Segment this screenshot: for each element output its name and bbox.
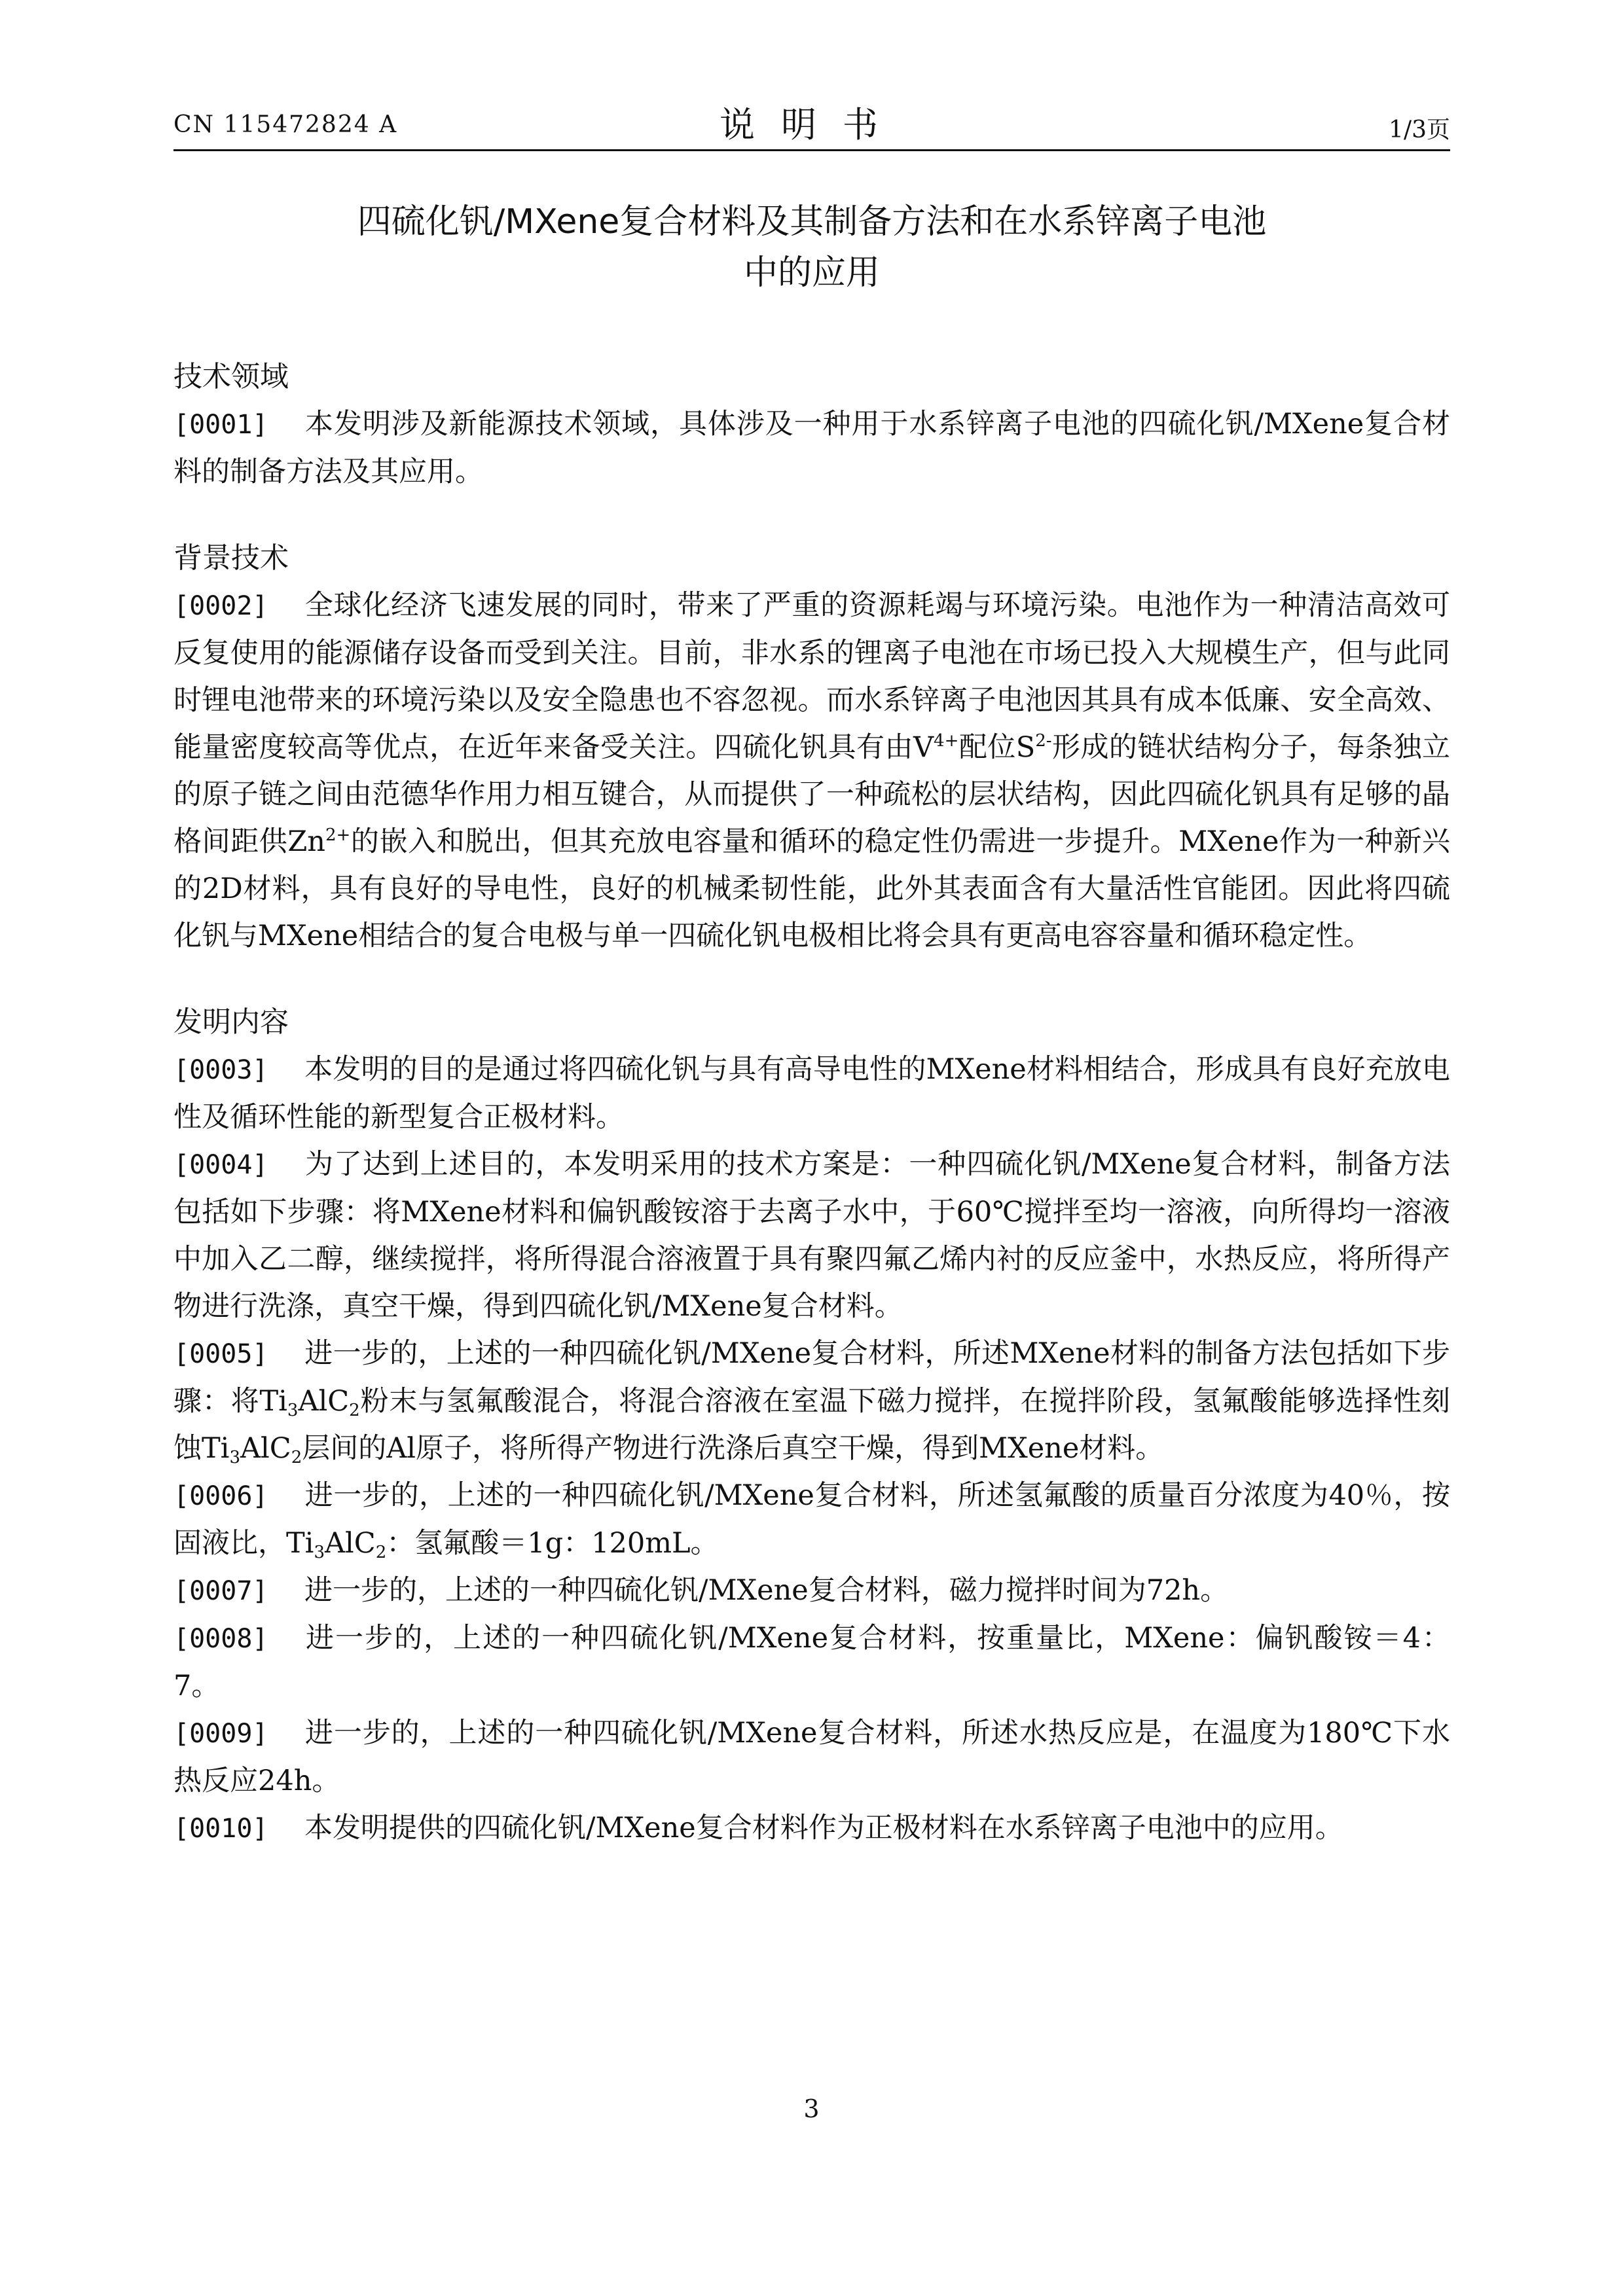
paragraph-0005: [173, 1330, 1450, 1472]
superscript: 2+: [325, 825, 351, 845]
paragraph-number: [0001]: [173, 410, 268, 440]
paragraph-number: [0005]: [173, 1339, 268, 1369]
paragraph-text: AlC: [298, 1385, 350, 1418]
paragraph-text: 进一步的，上述的一种四硫化钒/MXene复合材料，所述MXene材料的制备方法包括如下步骤：将Ti: [173, 1337, 1450, 1418]
paragraph-0010: [173, 1804, 1450, 1852]
paragraph-0006: [173, 1472, 1450, 1567]
paragraph-number: [0004]: [173, 1150, 268, 1180]
publication-number: CN 115472824 A: [173, 111, 398, 138]
page-indicator: 1/3页: [1389, 117, 1450, 143]
section-heading-invention: 发明内容: [173, 1005, 289, 1039]
header-rule: [173, 149, 1450, 151]
paragraph-text: 进一步的，上述的一种四硫化钒/MXene复合材料，所述氢氟酸的质量百分浓度为40％，按固液比，Ti: [173, 1479, 1450, 1560]
paragraph-text: 进一步的，上述的一种四硫化钒/MXene复合材料，磁力搅拌时间为72h。: [304, 1574, 1229, 1607]
paragraph-0002: [173, 582, 1450, 960]
paragraph-text: 本发明的目的是通过将四硫化钒与具有高导电性的MXene材料相结合，形成具有良好充放电性及循环性能的新型复合正极材料。: [173, 1053, 1450, 1134]
paragraph-text: ：氢氟酸＝1g：120mL。: [386, 1527, 719, 1560]
paragraph-text: 形成的链状结构分子，每条独立的原子链之间由范德华作用力相互键合，从而提供了一种疏松的层状结构，因此四硫化钒具有足够的晶格间距供Zn: [173, 731, 1450, 858]
title-line-2: 中的应用: [743, 253, 880, 293]
paragraph-number: [0010]: [173, 1814, 268, 1844]
paragraph-0003: [173, 1046, 1450, 1141]
document-title: [173, 196, 1450, 298]
paragraph-text: AlC: [240, 1432, 291, 1465]
section-heading-technical-field: 技术领域: [173, 360, 289, 393]
paragraph-0008: [173, 1615, 1450, 1710]
paragraph-number: [0009]: [173, 1719, 268, 1749]
paragraph-number: [0006]: [173, 1481, 268, 1511]
paragraph-text: 进一步的，上述的一种四硫化钒/MXene复合材料，按重量比，MXene：偏钒酸铵＝4：7。: [173, 1622, 1450, 1702]
superscript: 4+: [934, 731, 959, 751]
paragraph-number: [0003]: [173, 1055, 268, 1085]
paragraph-number: [0008]: [173, 1624, 268, 1654]
paragraph-number: [0007]: [173, 1576, 268, 1606]
paragraph-text: 配位S: [958, 731, 1036, 764]
subscript: 2: [375, 1543, 387, 1562]
superscript: 2-: [1035, 731, 1052, 751]
paragraph-text: AlC: [324, 1527, 376, 1560]
paragraph-text: 本发明提供的四硫化钒/MXene复合材料作为正极材料在水系锌离子电池中的应用。: [304, 1812, 1343, 1844]
paragraph-text: 本发明涉及新能源技术领域，具体涉及一种用于水系锌离子电池的四硫化钒/MXene复合材料的制备方法及其应用。: [173, 408, 1450, 488]
document-body: [173, 353, 1450, 1852]
paragraph-text: 层间的Al原子，将所得产物进行洗涤后真空干燥，得到MXene材料。: [302, 1432, 1164, 1465]
paragraph-text: 为了达到上述目的，本发明采用的技术方案是：一种四硫化钒/MXene复合材料，制备方法包括如下步骤：将MXene材料和偏钒酸铵溶于去离子水中，于60℃搅拌至均一溶液，向所得均一溶液中加入乙二醇，继续搅拌，将所得混合溶液置于具有聚四氟乙烯内衬的反应釜中，水热反应，将所得产物进行洗涤，真空干燥，得到四硫化钒/MXene复合材料。: [173, 1148, 1450, 1323]
subscript: 3: [314, 1543, 325, 1562]
page-number: 3: [803, 2094, 820, 2123]
page-header: [173, 97, 1450, 149]
paragraph-text: 进一步的，上述的一种四硫化钒/MXene复合材料，所述水热反应是，在温度为180℃下水热反应24h。: [173, 1717, 1450, 1797]
subscript: 3: [287, 1401, 299, 1420]
paragraph-text: 的嵌入和脱出，但其充放电容量和循环的稳定性仍需进一步提升。MXene作为一种新兴的2D材料，具有良好的导电性，良好的机械柔韧性能，此外其表面含有大量活性官能团。因此将四硫化钒与MXene相结合的复合电极与单一四硫化钒电极相比将会具有更高电容容量和循环稳定性。: [173, 825, 1450, 952]
paragraph-number: [0002]: [173, 591, 268, 621]
paragraph-0004: [173, 1141, 1450, 1330]
paragraph-0007: [173, 1567, 1450, 1615]
paragraph-text: 全球化经济飞速发展的同时，带来了严重的资源耗竭与环境污染。电池作为一种清洁高效可反复使用的能源储存设备而受到关注。目前，非水系的锂离子电池在市场已投入大规模生产，但与此同时锂电池带来的环境污染以及安全隐患也不容忽视。而水系锌离子电池因其具有成本低廉、安全高效、能量密度较高等优点，在近年来备受关注。四硫化钒具有由V: [173, 589, 1450, 764]
subscript: 3: [229, 1448, 240, 1467]
subscript: 2: [349, 1401, 360, 1420]
title-line-1: 四硫化钒/MXene复合材料及其制备方法和在水系锌离子电池: [357, 202, 1267, 242]
paragraph-text: 粉末与氢氟酸混合，将混合溶液在室温下磁力搅拌，在搅拌阶段，氢氟酸能够选择性刻蚀Ti: [173, 1385, 1450, 1465]
document-type: 说明书: [720, 104, 904, 145]
subscript: 2: [291, 1448, 302, 1467]
paragraph-0009: [173, 1710, 1450, 1804]
paragraph-0001: [173, 401, 1450, 495]
section-heading-background: 背景技术: [173, 541, 289, 575]
